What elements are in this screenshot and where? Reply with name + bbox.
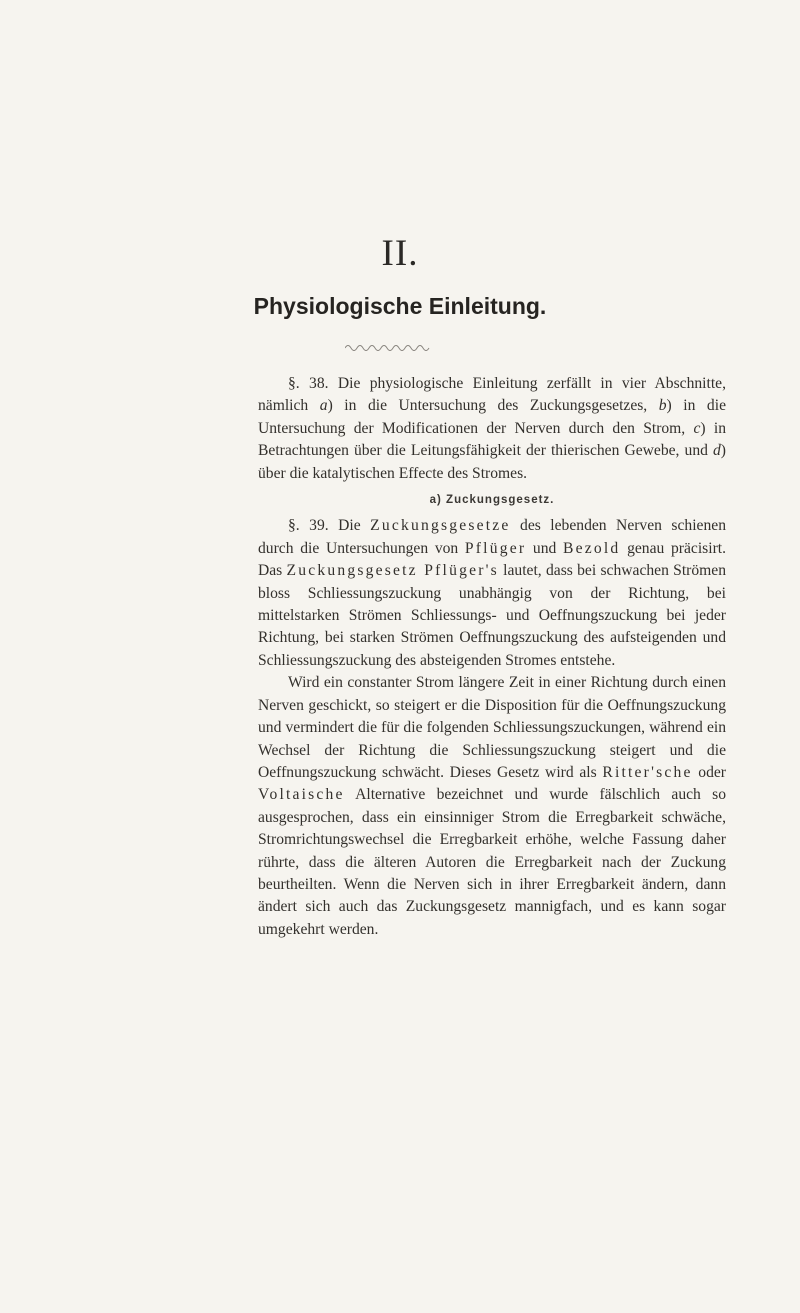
chapter-number: II. — [381, 233, 419, 274]
decorative-wave-ornament — [345, 342, 431, 352]
paragraph-38: §. 38. Die physiologische Einleitung zerfällt in vier Abschnitte, nämlich a) in die Untersuchung des Zuckungsgesetzes, b) in die Untersuchung der Modificationen der Nerven durch den Strom, c) in Betrachtungen über die Leitungsfähigkeit der thierischen Gewebe, und d) über die katalytischen Effecte des Stromes. — [258, 375, 726, 482]
body-text — [258, 373, 726, 941]
section-heading-zuckungsgesetz: a) Zuckungsgesetz. — [429, 494, 555, 507]
paragraph-40: Wird ein constanter Strom längere Zeit in einer Richtung durch einen Nerven geschickt, so steigert er die Disposition für die Oeffnungszuckung und vermindert die für die folgenden Schliessungszuckungen, während ein Wechsel der Richtung die Schliessungszuckung steigert und die Oeffnungszuckung schwächt. Dieses Gesetz wird als Ritter'sche oder Voltaische Alternative bezeichnet und wurde fälschlich auch so ausgesprochen, dass ein einsinniger Strom die Erregbarkeit schwäche, Stromrichtungswechsel die Erregbarkeit erhöhe, welche Fassung daher rührte, dass die älteren Autoren die Erregbarkeit nach der Zuckung beurtheilten. Wenn die Nerven sich in ihrer Erregbarkeit ändern, dann ändert sich auch das Zuckungsgesetz mannigfach, und es kann sogar umgekehrt werden. — [258, 674, 726, 938]
paragraph-39: §. 39. Die Zuckungsgesetze des lebenden Nerven schienen durch die Untersuchungen von Pflüger und Bezold genau präcisirt. Das Zuckungsgesetz Pflüger's lautet, dass bei schwachen Strömen bloss Schliessungszuckung unabhängig von der Richtung, bei mittelstarken Strömen Schliessungs- und Oeffnungszuckung bei jeder Richtung, bei starken Strömen Oeffnungszuckung des aufsteigenden und Schliessungszuckung des absteigenden Stromes entstehe. — [258, 517, 727, 669]
chapter-title: Physiologische Einleitung. — [253, 293, 547, 319]
